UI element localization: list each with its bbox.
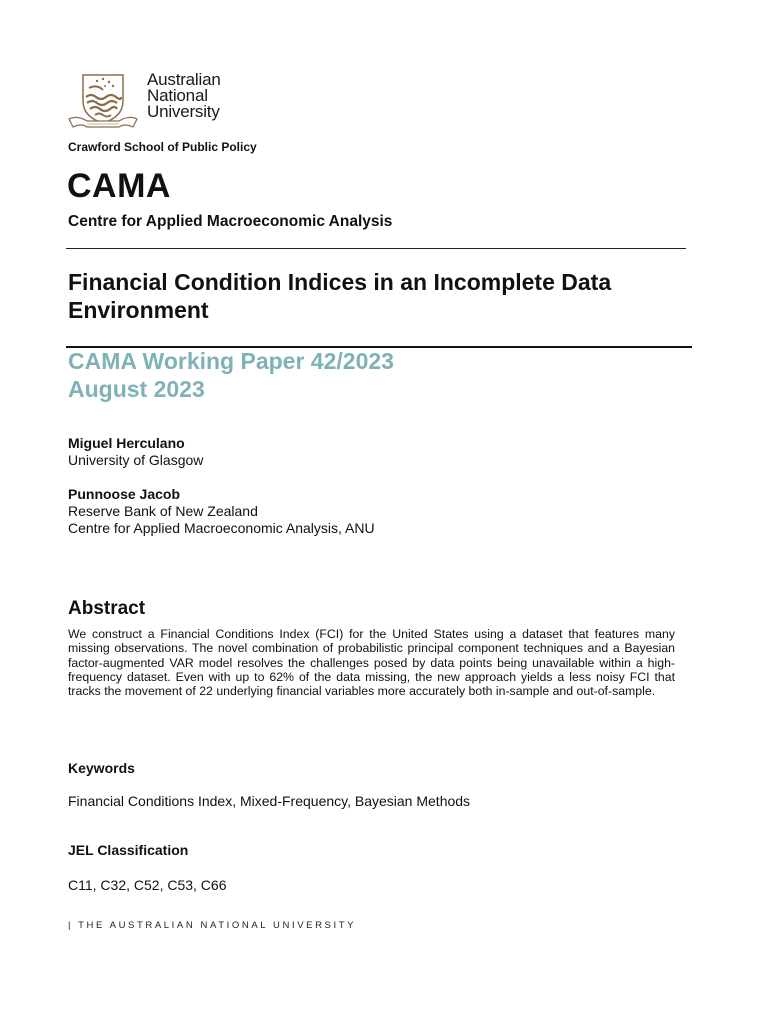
author-name: Punnoose Jacob	[68, 486, 181, 502]
author-affiliation: Centre for Applied Macroeconomic Analysis, ANU	[68, 520, 375, 536]
paper-title: Financial Condition Indices in an Incomplete Data Environment	[68, 269, 612, 323]
footer-university: | THE AUSTRALIAN NATIONAL UNIVERSITY	[68, 920, 357, 931]
jel-codes: C11, C32, C52, C53, C66	[68, 877, 227, 893]
logo-line-2: National	[147, 86, 208, 105]
author-name: Miguel Herculano	[68, 435, 185, 451]
keywords-text: Financial Conditions Index, Mixed-Frequency, Bayesian Methods	[68, 793, 471, 809]
keywords-heading: Keywords	[68, 760, 135, 776]
logo-line-3: University	[147, 102, 220, 121]
centre-acronym: CAMA	[67, 167, 171, 205]
divider-top	[66, 248, 686, 249]
abstract-heading: Abstract	[68, 598, 146, 619]
author-block	[68, 435, 203, 469]
school-name: Crawford School of Public Policy	[68, 140, 257, 154]
centre-name: Centre for Applied Macroeconomic Analysis	[68, 213, 393, 230]
jel-heading: JEL Classification	[68, 842, 189, 858]
logo-line-1: Australian	[147, 70, 221, 89]
anu-logo	[67, 71, 237, 131]
author-affiliation: Reserve Bank of New Zealand	[68, 503, 258, 519]
abstract-text: We construct a Financial Conditions Index (FCI) for the United States using a dataset that features many missing observations. The novel combination of probabilistic principal component techniques and a Bayesian factor-augmented VAR model resolves the challenges posed by data points being unavailable within a high-frequency dataset. Even with up to 62% of the data missing, the new approach yields a less noisy FCI that tracks the movement of 22 underlying financial variables more accurately both in-sample and out-of-sample.	[68, 627, 675, 699]
logo-wordmark	[147, 72, 221, 120]
working-paper-date: August 2023	[68, 376, 205, 402]
working-paper-info	[68, 347, 394, 403]
anu-crest-icon	[67, 71, 139, 131]
author-affiliation: University of Glasgow	[68, 452, 204, 468]
working-paper-series: CAMA Working Paper 42/2023	[68, 348, 394, 374]
author-block	[68, 486, 375, 537]
